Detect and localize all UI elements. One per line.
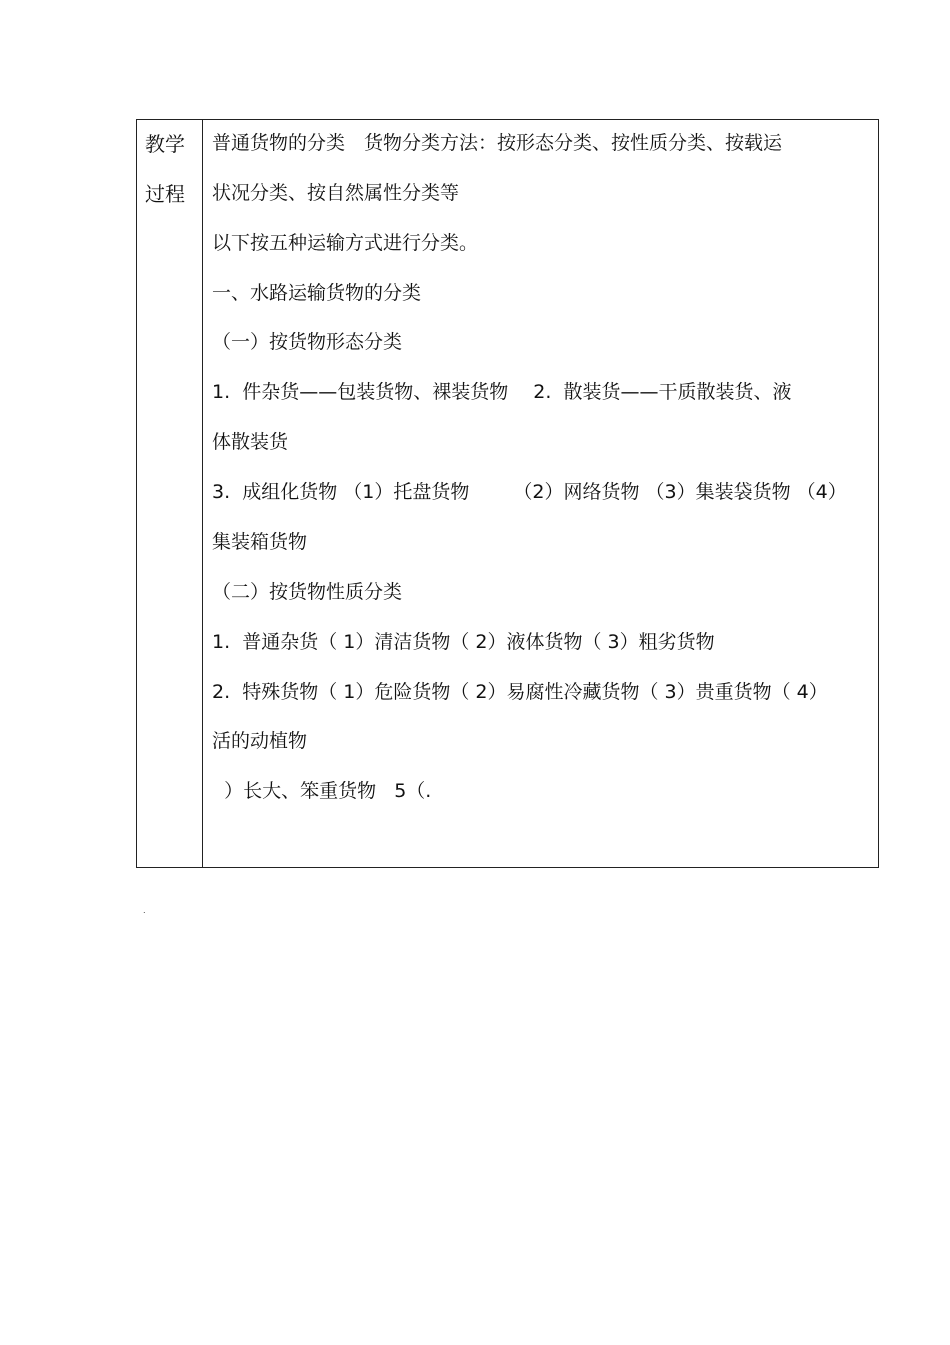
row-label-line-2: 过程	[145, 182, 185, 206]
content-cell	[203, 120, 878, 867]
content-line: 1. 件杂货——包装货物、裸装货物 2. 散装货——干质散装货、液	[212, 381, 792, 403]
teaching-process-table	[136, 119, 879, 868]
row-label-line-1: 教学	[145, 132, 185, 156]
content-line: 普通货物的分类 货物分类方法：按形态分类、按性质分类、按载运	[212, 132, 783, 154]
footer-dot: .	[143, 906, 146, 915]
content-line: ）长大、笨重货物 5（.	[212, 780, 432, 802]
content-line: 活的动植物	[212, 730, 308, 752]
content-line: 体散装货	[212, 431, 289, 453]
content-line: 以下按五种运输方式进行分类。	[212, 232, 479, 254]
content-line: 3. 成组化货物 （1）托盘货物 （2）网络货物 （3）集装袋货物 （4）	[212, 481, 847, 503]
content-line: 集装箱货物	[212, 531, 308, 553]
row-label-cell	[137, 120, 202, 867]
content-line: 状况分类、按自然属性分类等	[212, 182, 460, 204]
section-heading: 一、水路运输货物的分类	[212, 282, 422, 304]
subsection-heading: （一）按货物形态分类	[212, 331, 403, 353]
content-line: 1. 普通杂货（ 1）清洁货物（ 2）液体货物（ 3）粗劣货物	[212, 631, 715, 653]
subsection-heading: （二）按货物性质分类	[212, 581, 403, 603]
content-line: 2. 特殊货物（ 1）危险货物（ 2）易腐性冷藏货物（ 3）贵重货物（ 4）	[212, 681, 828, 703]
